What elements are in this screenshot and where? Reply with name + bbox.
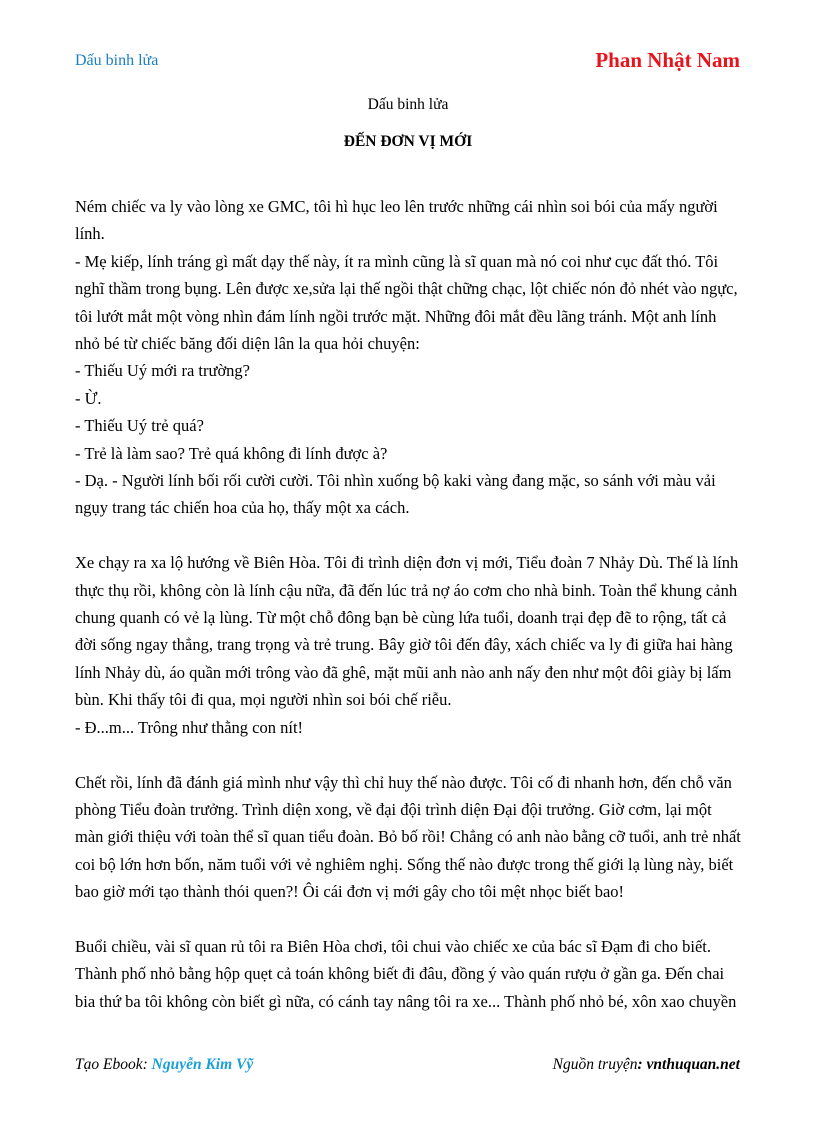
paragraph	[75, 933, 745, 1015]
text-line: thực thụ rồi, không còn là lính cậu nữa, đã đến lúc trả nợ áo cơm cho nhà binh. Toàn thể khung cảnh	[75, 580, 738, 600]
footer-source-site: vnthuquan.net	[646, 1056, 740, 1073]
text-line: - Dạ. - Người lính bối rối cười cười. Tôi nhìn xuống bộ kaki vàng đang mặc, so sánh với màu vải	[75, 471, 716, 491]
footer-source-separator: :	[637, 1056, 647, 1073]
text-line: đời sống ngay thẳng, trang trọng và trẻ trung. Bây giờ tôi đến đây, xách chiếc va ly đi giữa hai hàng	[75, 635, 733, 655]
body-text	[75, 193, 745, 1043]
text-line: - Ừ.	[75, 388, 102, 408]
footer-source-credit	[553, 1056, 740, 1074]
footer-source-label: Nguồn truyện	[552, 1056, 638, 1073]
footer-ebook-label: Tạo Ebook	[75, 1056, 143, 1073]
text-line: chung quanh có vẻ lạ lùng. Từ một chỗ đông bạn bè cùng lứa tuổi, doanh trại đẹp đẽ to rộng, tất cả	[75, 608, 727, 628]
header-author: Phan Nhật Nam	[595, 48, 740, 72]
footer-ebook-separator: :	[142, 1056, 152, 1073]
text-line: Buổi chiều, vài sĩ quan rủ tôi ra Biên Hòa chơi, tôi chui vào chiếc xe của bác sĩ Đạm đi cho biết.	[75, 936, 711, 956]
text-line: bao giờ mới tạo thành thói quen?! Ôi cái đơn vị mới gây cho tôi mệt nhọc biết bao!	[75, 882, 625, 902]
paragraph	[75, 549, 745, 741]
text-line: - Mẹ kiếp, lính tráng gì mất dạy thế này, ít ra mình cũng là sĩ quan mà nó coi như cục đất thó. Tôi	[75, 251, 719, 271]
header-book-title: Dấu binh lửa	[75, 52, 159, 69]
paragraph	[75, 769, 745, 906]
text-line: Chết rồi, lính đã đánh giá mình như vậy thì chỉ huy thế nào được. Tôi cố đi nhanh hơn, đến chỗ văn	[75, 772, 732, 792]
text-line: tôi lướt mắt một vòng nhìn đám lính ngồi trước mặt. Những đôi mắt đều lãng tránh. Một anh lính	[75, 306, 717, 326]
text-line: ngụy trang tác chiến hoa của họ, thấy một xa cách.	[75, 498, 410, 518]
text-line: - Thiếu Uý trẻ quá?	[75, 416, 204, 436]
paragraph	[75, 193, 745, 522]
text-line: bia thứ ba tôi không còn biết gì nữa, có cánh tay nâng tôi ra xe... Thành phố nhỏ bé, xôn xao chuyền	[75, 991, 737, 1011]
text-line: lính Nhảy dù, áo quần mới trông vào đã ghê, mặt mũi anh nào anh nấy đen như một đôi giày bị lấm	[75, 662, 732, 682]
footer-ebook-name: Nguyễn Kim Vỹ	[151, 1056, 254, 1073]
text-line: - Thiếu Uý mới ra trường?	[75, 361, 251, 381]
text-line: Ném chiếc va ly vào lòng xe GMC, tôi hì hục leo lên trước những cái nhìn soi bói của mấy người	[75, 197, 718, 216]
text-line: bùn. Khi thấy tôi đi qua, mọi người nhìn soi bói chế riễu.	[75, 690, 452, 710]
text-line: Thành phố nhỏ bằng hộp quẹt cả toán không biết đi đâu, đồng ý vào quán rượu ở gần ga. Đến chai	[75, 964, 725, 984]
text-line: - Đ...m... Trông như thằng con nít!	[75, 717, 304, 737]
text-line: nhỏ bé từ chiếc băng đối diện lân la qua hỏi chuyện:	[75, 334, 420, 354]
text-line: coi bộ lớn hơn bốn, năm tuổi với vẻ nghiêm nghị. Sống thế nào được trong thế giới lạ lùng này, biết	[75, 854, 734, 874]
text-line: - Trẻ là làm sao? Trẻ quá không đi lính được à?	[75, 443, 388, 463]
text-line: màn giới thiệu với toàn thể sĩ quan tiểu đoàn. Bỏ bố rồi! Chẳng có anh nào bằng cỡ tuổi, anh trẻ nhất	[75, 827, 741, 847]
text-line: Xe chạy ra xa lộ hướng về Biên Hòa. Tôi đi trình diện đơn vị mới, Tiểu đoàn 7 Nhảy Dù. Thế là lính	[75, 553, 739, 573]
text-line: phòng Tiểu đoàn trưởng. Trình diện xong, về đại đội trình diện Đại đội trưởng. Giờ cơm, lại một	[75, 799, 712, 819]
chapter-title: ĐẾN ĐƠN VỊ MỚI	[343, 133, 473, 150]
text-line: lính.	[75, 224, 105, 244]
footer-ebook-credit	[75, 1056, 253, 1074]
text-line: nghĩ thầm trong bụng. Lên được xe,sửa lại thế ngồi thật chững chạc, lột chiếc nón đỏ nhét vào ngực,	[75, 279, 738, 299]
page-subtitle: Dấu binh lửa	[367, 96, 449, 113]
